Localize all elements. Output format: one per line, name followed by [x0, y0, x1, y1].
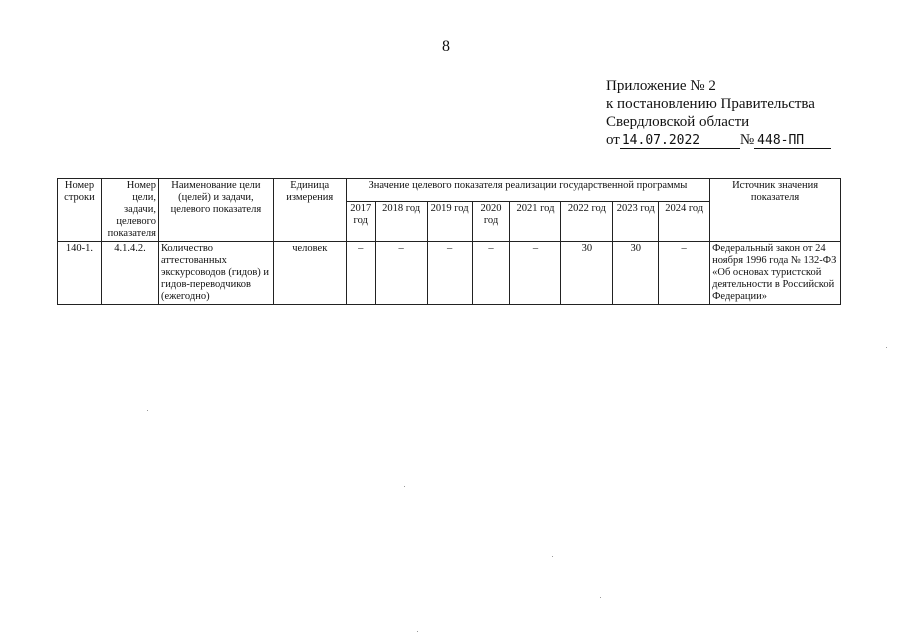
header-row-number: Номер строки: [58, 179, 102, 242]
header-year: 2021 год: [510, 201, 561, 242]
header-name: Наименование цели (целей) и задачи, целевого показателя: [158, 179, 273, 242]
cell-value-2019: –: [427, 242, 472, 305]
decree-date: 14.07.2022: [620, 134, 740, 149]
cell-name: Количество аттестованных экскурсоводов (гидов) и гидов-переводчиков (ежегодно): [158, 242, 273, 305]
header-unit: Единица измерения: [273, 179, 346, 242]
header-year: 2019 год: [427, 201, 472, 242]
header-year: 2017 год: [346, 201, 375, 242]
indicators-table: [57, 178, 841, 305]
cell-value-2023: 30: [613, 242, 659, 305]
number-label: №: [739, 132, 755, 148]
cell-value-2017: –: [346, 242, 375, 305]
cell-value-2024: –: [659, 242, 710, 305]
header-year: 2023 год: [613, 201, 659, 242]
appendix-date-line: [606, 131, 831, 149]
decree-number: 448-ПП: [754, 134, 831, 149]
cell-row-number: 140-1.: [58, 242, 102, 305]
header-values-group: Значение целевого показателя реализации государственной программы: [346, 179, 709, 202]
header-year: 2024 год: [659, 201, 710, 242]
appendix-decree-line: к постановлению Правительства: [606, 96, 815, 112]
header-year: 2018 год: [375, 201, 427, 242]
appendix-title: Приложение № 2: [606, 78, 716, 94]
header-row-1: [58, 179, 841, 202]
cell-value-2021: –: [510, 242, 561, 305]
cell-source: Федеральный закон от 24 ноября 1996 года № 132-ФЗ «Об основах туристской деятельности в Российской Федерации»: [710, 242, 841, 305]
from-label: от: [606, 132, 620, 148]
cell-value-2018: –: [375, 242, 427, 305]
header-year: 2020 год: [472, 201, 510, 242]
header-source: Источник значения показателя: [710, 179, 841, 242]
header-goal-number: Номер цели, задачи, целевого показателя: [101, 179, 158, 242]
page-number: 8: [442, 38, 450, 55]
appendix-block: [606, 77, 831, 149]
header-year: 2022 год: [561, 201, 613, 242]
table-row: [58, 242, 841, 305]
cell-value-2020: –: [472, 242, 510, 305]
cell-value-2022: 30: [561, 242, 613, 305]
cell-unit: человек: [273, 242, 346, 305]
appendix-region-line: Свердловской области: [606, 114, 750, 130]
cell-goal-number: 4.1.4.2.: [101, 242, 158, 305]
